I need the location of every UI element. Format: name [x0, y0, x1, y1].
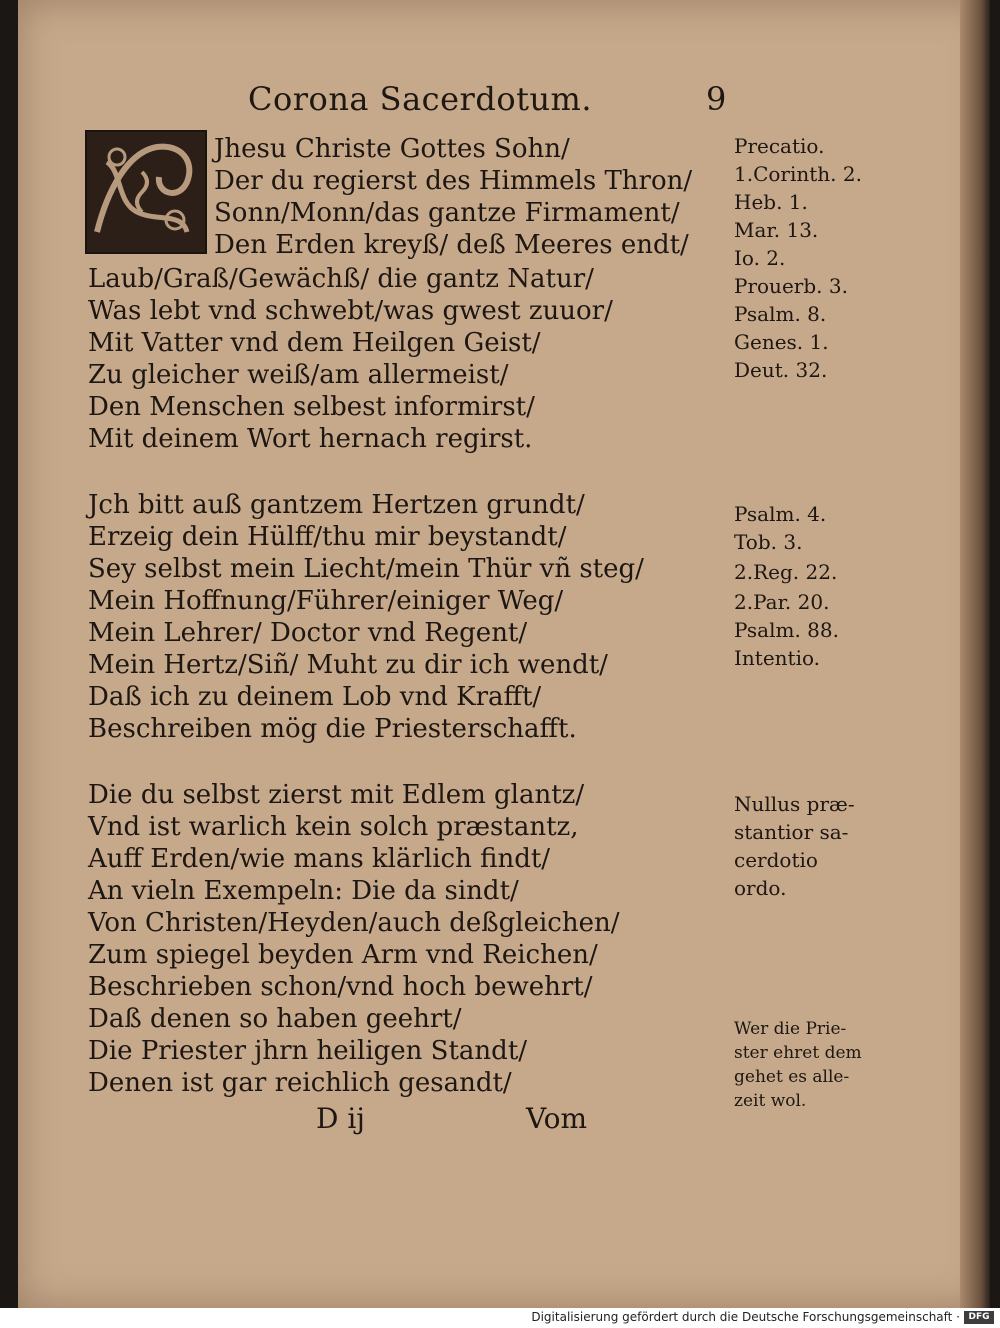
verse-line: Vnd ist warlich kein solch præstantz, [88, 812, 579, 842]
margin-note: Io. 2. [734, 246, 786, 270]
verse-line: Denen ist gar reichlich gesandt/ [88, 1068, 512, 1098]
margin-note: cerdotio [734, 848, 818, 872]
margin-note: Prouerb. 3. [734, 274, 848, 298]
margin-note: 2.Par. 20. [734, 590, 830, 614]
verse-line: Mit Vatter vnd dem Heilgen Geist/ [88, 328, 541, 358]
catchword: Vom [526, 1102, 588, 1135]
dfg-logo-icon: DFG [964, 1311, 994, 1324]
verse-line: Mein Hertz/Siñ/ Muht zu dir ich wendt/ [88, 650, 608, 680]
margin-note: Psalm. 4. [734, 502, 827, 526]
margin-note: Precatio. [734, 134, 825, 158]
margin-note: Psalm. 8. [734, 302, 827, 326]
margin-note: Intentio. [734, 646, 821, 670]
decorated-initial-icon [85, 130, 207, 254]
verse-line: Jch bitt auß gantzem Hertzen grundt/ [88, 490, 585, 520]
attribution-text: Digitalisierung gefördert durch die Deutsche Forschungsgemeinschaft · [531, 1310, 960, 1324]
margin-note: ster ehret dem [734, 1043, 862, 1063]
verse-line: Von Christen/Heyden/auch deßgleichen/ [88, 908, 620, 938]
verse-line: Mein Lehrer/ Doctor vnd Regent/ [88, 618, 528, 648]
margin-note: Psalm. 88. [734, 618, 839, 642]
verse-line: Der du regierst des Himmels Thron/ [214, 166, 693, 196]
margin-note: 1.Corinth. 2. [734, 162, 862, 186]
page-gutter-shadow [960, 0, 990, 1308]
margin-note: Nullus præ- [734, 792, 855, 816]
verse-line: Den Erden kreyß/ deß Meeres endt/ [214, 230, 689, 260]
verse-line: Beschrieben schon/vnd hoch bewehrt/ [88, 972, 593, 1002]
verse-line: Was lebt vnd schwebt/was gwest zuuor/ [88, 296, 613, 326]
verse-line: Zum spiegel beyden Arm vnd Reichen/ [88, 940, 598, 970]
margin-note: Genes. 1. [734, 330, 829, 354]
margin-note: Tob. 3. [734, 530, 803, 554]
verse-line: Jhesu Christe Gottes Sohn/ [214, 134, 570, 164]
margin-note: zeit wol. [734, 1091, 807, 1111]
verse-line: Die Priester jhrn heiligen Standt/ [88, 1036, 528, 1066]
verse-line: An vieln Exempeln: Die da sindt/ [88, 876, 519, 906]
margin-note: gehet es alle- [734, 1067, 850, 1087]
margin-note: Wer die Prie- [734, 1019, 847, 1039]
verse-line: Auff Erden/wie mans klärlich findt/ [88, 844, 551, 874]
verse-line: Sonn/Monn/das gantze Firmament/ [214, 198, 680, 228]
verse-line: Sey selbst mein Liecht/mein Thür vñ steg/ [88, 554, 644, 584]
margin-note: Deut. 32. [734, 358, 828, 382]
verse-line: Den Menschen selbest informirst/ [88, 392, 535, 422]
margin-note: stantior sa- [734, 820, 849, 844]
verse-line: Erzeig dein Hülff/thu mir beystandt/ [88, 522, 567, 552]
page-number: 9 [706, 80, 727, 118]
margin-note: Mar. 13. [734, 218, 819, 242]
verse-line: Beschreiben mög die Priesterschafft. [88, 714, 577, 744]
attribution-bar [0, 1308, 1000, 1328]
verse-line: Mein Hoffnung/Führer/einiger Weg/ [88, 586, 564, 616]
verse-line: Die du selbst zierst mit Edlem glantz/ [88, 780, 585, 810]
verse-line: Mit deinem Wort hernach regirst. [88, 424, 533, 454]
margin-note: Heb. 1. [734, 190, 808, 214]
margin-note: 2.Reg. 22. [734, 560, 838, 584]
verse-line: Daß denen so haben geehrt/ [88, 1004, 462, 1034]
verse-line: Zu gleicher weiß/am allermeist/ [88, 360, 509, 390]
verse-line: Laub/Graß/Gewächß/ die gantz Natur/ [88, 264, 594, 294]
margin-note: ordo. [734, 876, 787, 900]
running-head: Corona Sacerdotum. [248, 80, 593, 118]
signature-mark: D ij [316, 1102, 365, 1135]
verse-line: Daß ich zu deinem Lob vnd Krafft/ [88, 682, 542, 712]
